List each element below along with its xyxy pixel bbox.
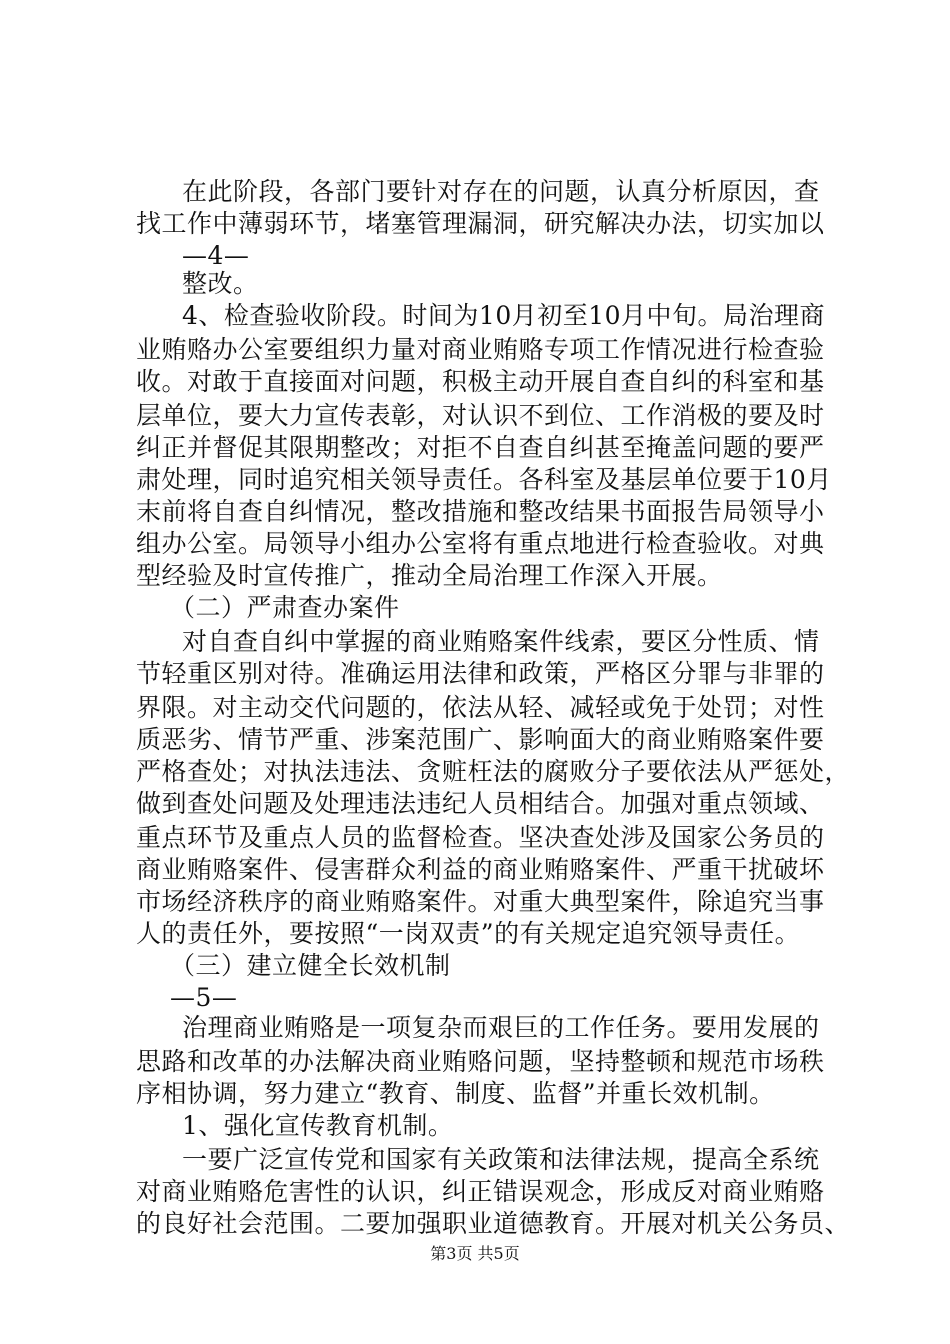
text-line: 4、检查验收阶段。时间为10月初至10月中旬。局治理商: [182, 301, 826, 330]
section-heading: （二）严肃查办案件: [170, 593, 400, 622]
text-line: 质恶劣、情节严重、涉案范围广、影响面大的商业贿赂案件要: [136, 725, 825, 754]
text-line: 对商业贿赂危害性的认识，纠正错误观念，形成反对商业贿赂: [136, 1177, 825, 1206]
text-line: 思路和改革的办法解决商业贿赂问题，坚持整顿和规范市场秩: [136, 1047, 825, 1076]
text-line: 对自查自纠中掌握的商业贿赂案件线索，要区分性质、情: [182, 627, 820, 656]
text-line: 型经验及时宣传推广，推动全局治理工作深入开展。: [136, 561, 723, 590]
text-line: 层单位，要大力宣传表彰，对认识不到位、工作消极的要及时: [136, 401, 825, 430]
text-line: 一要广泛宣传党和国家有关政策和法律法规，提高全系统: [182, 1145, 820, 1174]
page-number-label: 第3页 共5页: [430, 1244, 520, 1263]
text-line: 纠正并督促其限期整改；对拒不自查自纠甚至掩盖问题的要严: [136, 433, 825, 462]
page-marker: —4—: [182, 241, 250, 270]
text-line: 收。对敢于直接面对问题，积极主动开展自查自纠的科室和基: [136, 367, 825, 396]
text-line: 组办公室。局领导小组办公室将有重点地进行检查验收。对典: [136, 529, 825, 558]
text-line: 序相协调，努力建立“教育、制度、监督”并重长效机制。: [136, 1079, 775, 1108]
text-line: 治理商业贿赂是一项复杂而艰巨的工作任务。要用发展的: [182, 1013, 820, 1042]
page-footer: [0, 1244, 950, 1264]
text-line: 肃处理，同时追究相关领导责任。各科室及基层单位要于10月: [136, 465, 832, 494]
text-line: 严格查处；对执法违法、贪赃枉法的腐败分子要依法从严惩处，: [136, 757, 851, 786]
text-line: 找工作中薄弱环节，堵塞管理漏洞，研究解决办法，切实加以: [136, 209, 825, 238]
text-line: 1、强化宣传教育机制。: [182, 1111, 454, 1140]
text-line: 界限。对主动交代问题的，依法从轻、减轻或免于处罚；对性: [136, 693, 825, 722]
text-line: 商业贿赂案件、侵害群众利益的商业贿赂案件、严重干扰破坏: [136, 855, 825, 884]
text-line: 业贿赂办公室要组织力量对商业贿赂专项工作情况进行检查验: [136, 335, 825, 364]
text-line: 做到查处问题及处理违法违纪人员相结合。加强对重点领域、: [136, 789, 825, 818]
text-line: 在此阶段，各部门要针对存在的问题，认真分析原因，查: [182, 177, 820, 206]
text-line: 末前将自查自纠情况，整改措施和整改结果书面报告局领导小: [136, 497, 825, 526]
page-marker: —5—: [170, 983, 238, 1012]
text-line: 市场经济秩序的商业贿赂案件。对重大典型案件，除追究当事: [136, 887, 825, 916]
text-line: 人的责任外，要按照“一岗双责”的有关规定追究领导责任。: [136, 919, 801, 948]
text-line: 节轻重区别对待。准确运用法律和政策，严格区分罪与非罪的: [136, 659, 825, 688]
text-line: 的良好社会范围。二要加强职业道德教育。开展对机关公务员、: [136, 1209, 851, 1238]
text-line: 重点环节及重点人员的监督检查。坚决查处涉及国家公务员的: [136, 823, 825, 852]
text-line: 整改。: [182, 269, 259, 298]
section-heading: （三）建立健全长效机制: [170, 951, 451, 980]
